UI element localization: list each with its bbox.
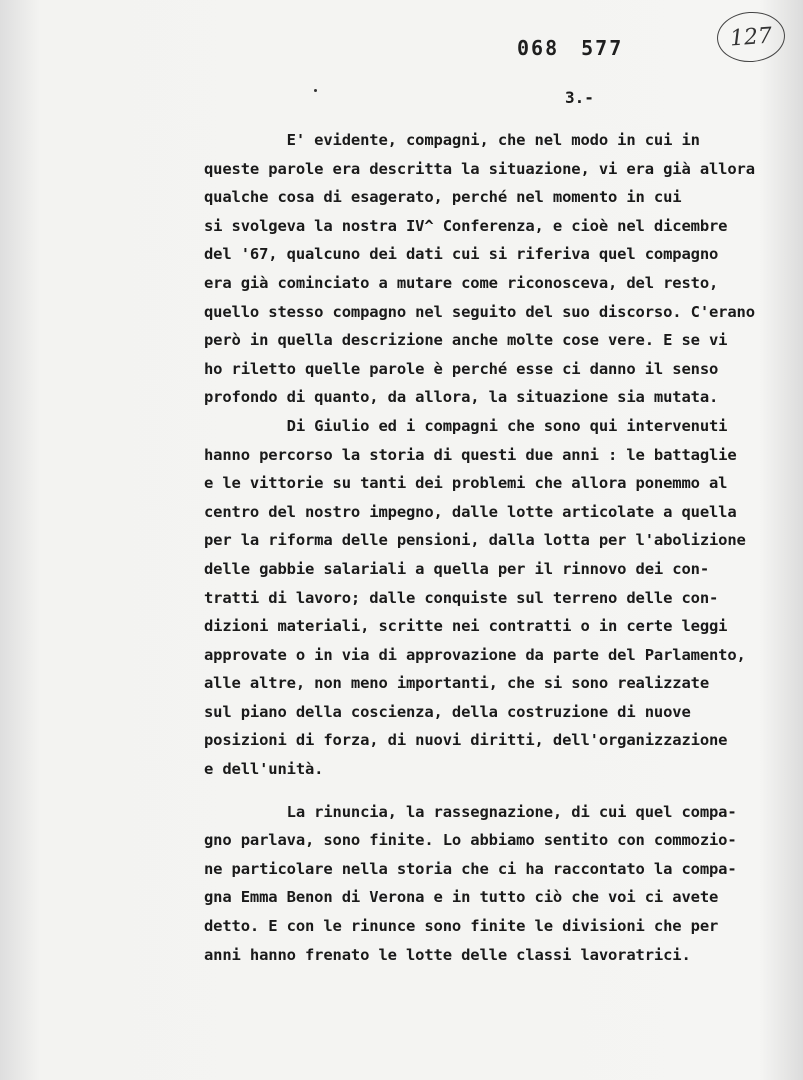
- text-line: era già cominciato a mutare come riconosceva, del resto,: [204, 273, 719, 292]
- text-line: gno parlava, sono finite. Lo abbiamo sentito con commozio-: [204, 831, 737, 850]
- text-line: del '67, qualcuno dei dati cui si riferiva quel compagno: [204, 245, 719, 264]
- paragraph-gap: [204, 784, 800, 798]
- text-line: e le vittorie su tanti dei problemi che allora ponemmo al: [204, 474, 728, 493]
- text-line: posizioni di forza, di nuovi diritti, dell'organizzazione: [204, 731, 728, 750]
- document-number: [517, 36, 623, 60]
- document-number-part1: 068: [517, 36, 560, 60]
- text-line: delle gabbie salariali a quella per il rinnovo dei con-: [204, 559, 709, 578]
- text-line: detto. E con le rinunce sono finite le divisioni che per: [204, 917, 719, 936]
- text-line: profondo di quanto, da allora, la situazione sia mutata.: [204, 388, 719, 407]
- text-line: ho riletto quelle parole è perché esse ci danno il senso: [204, 359, 719, 378]
- text-line: gna Emma Benon di Verona e in tutto ciò che voi ci avete: [204, 888, 719, 907]
- text-line: e dell'unità.: [204, 760, 324, 779]
- text-line: anni hanno frenato le lotte delle classi lavoratrici.: [204, 945, 691, 964]
- text-line: dizioni materiali, scritte nei contratti o in certe leggi: [204, 617, 728, 636]
- text-line: La rinuncia, la rassegnazione, di cui quel compa-: [204, 802, 737, 821]
- text-line: tratti di lavoro; dalle conquiste sul terreno delle con-: [204, 588, 719, 607]
- document-number-part2: 577: [581, 36, 624, 60]
- text-line: sul piano della coscienza, della costruzione di nuove: [204, 702, 691, 721]
- text-line: E' evidente, compagni, che nel modo in cui in: [204, 131, 700, 149]
- text-line: centro del nostro impegno, dalle lotte articolate a quella: [204, 502, 737, 521]
- text-line: qualche cosa di esagerato, perché nel momento in cui: [204, 188, 682, 207]
- text-line: approvate o in via di approvazione da parte del Parlamento,: [204, 645, 746, 664]
- ink-speck: [314, 89, 317, 92]
- text-line: alle altre, non meno importanti, che si sono realizzate: [204, 674, 709, 693]
- paragraph: [204, 412, 800, 784]
- paragraph: [204, 798, 800, 970]
- text-line: hanno percorso la storia di questi due anni : le battaglie: [204, 445, 737, 464]
- page-number: 3.-: [565, 88, 594, 107]
- text-line: quello stesso compagno nel seguito del suo discorso. C'erano: [204, 302, 755, 321]
- text-line: queste parole era descritta la situazione, vi era già allora: [204, 159, 755, 178]
- text-line: Di Giulio ed i compagni che sono qui intervenuti: [204, 416, 728, 435]
- paragraph: [204, 126, 800, 412]
- typewritten-body: [204, 126, 800, 969]
- text-line: per la riforma delle pensioni, dalla lotta per l'abolizione: [204, 531, 746, 550]
- text-line: ne particolare nella storia che ci ha raccontato la compa-: [204, 859, 737, 878]
- handwritten-page-stamp: 127: [715, 10, 786, 65]
- text-line: però in quella descrizione anche molte cose vere. E se vi: [204, 331, 728, 350]
- text-line: si svolgeva la nostra IV^ Conferenza, e cioè nel dicembre: [204, 216, 728, 235]
